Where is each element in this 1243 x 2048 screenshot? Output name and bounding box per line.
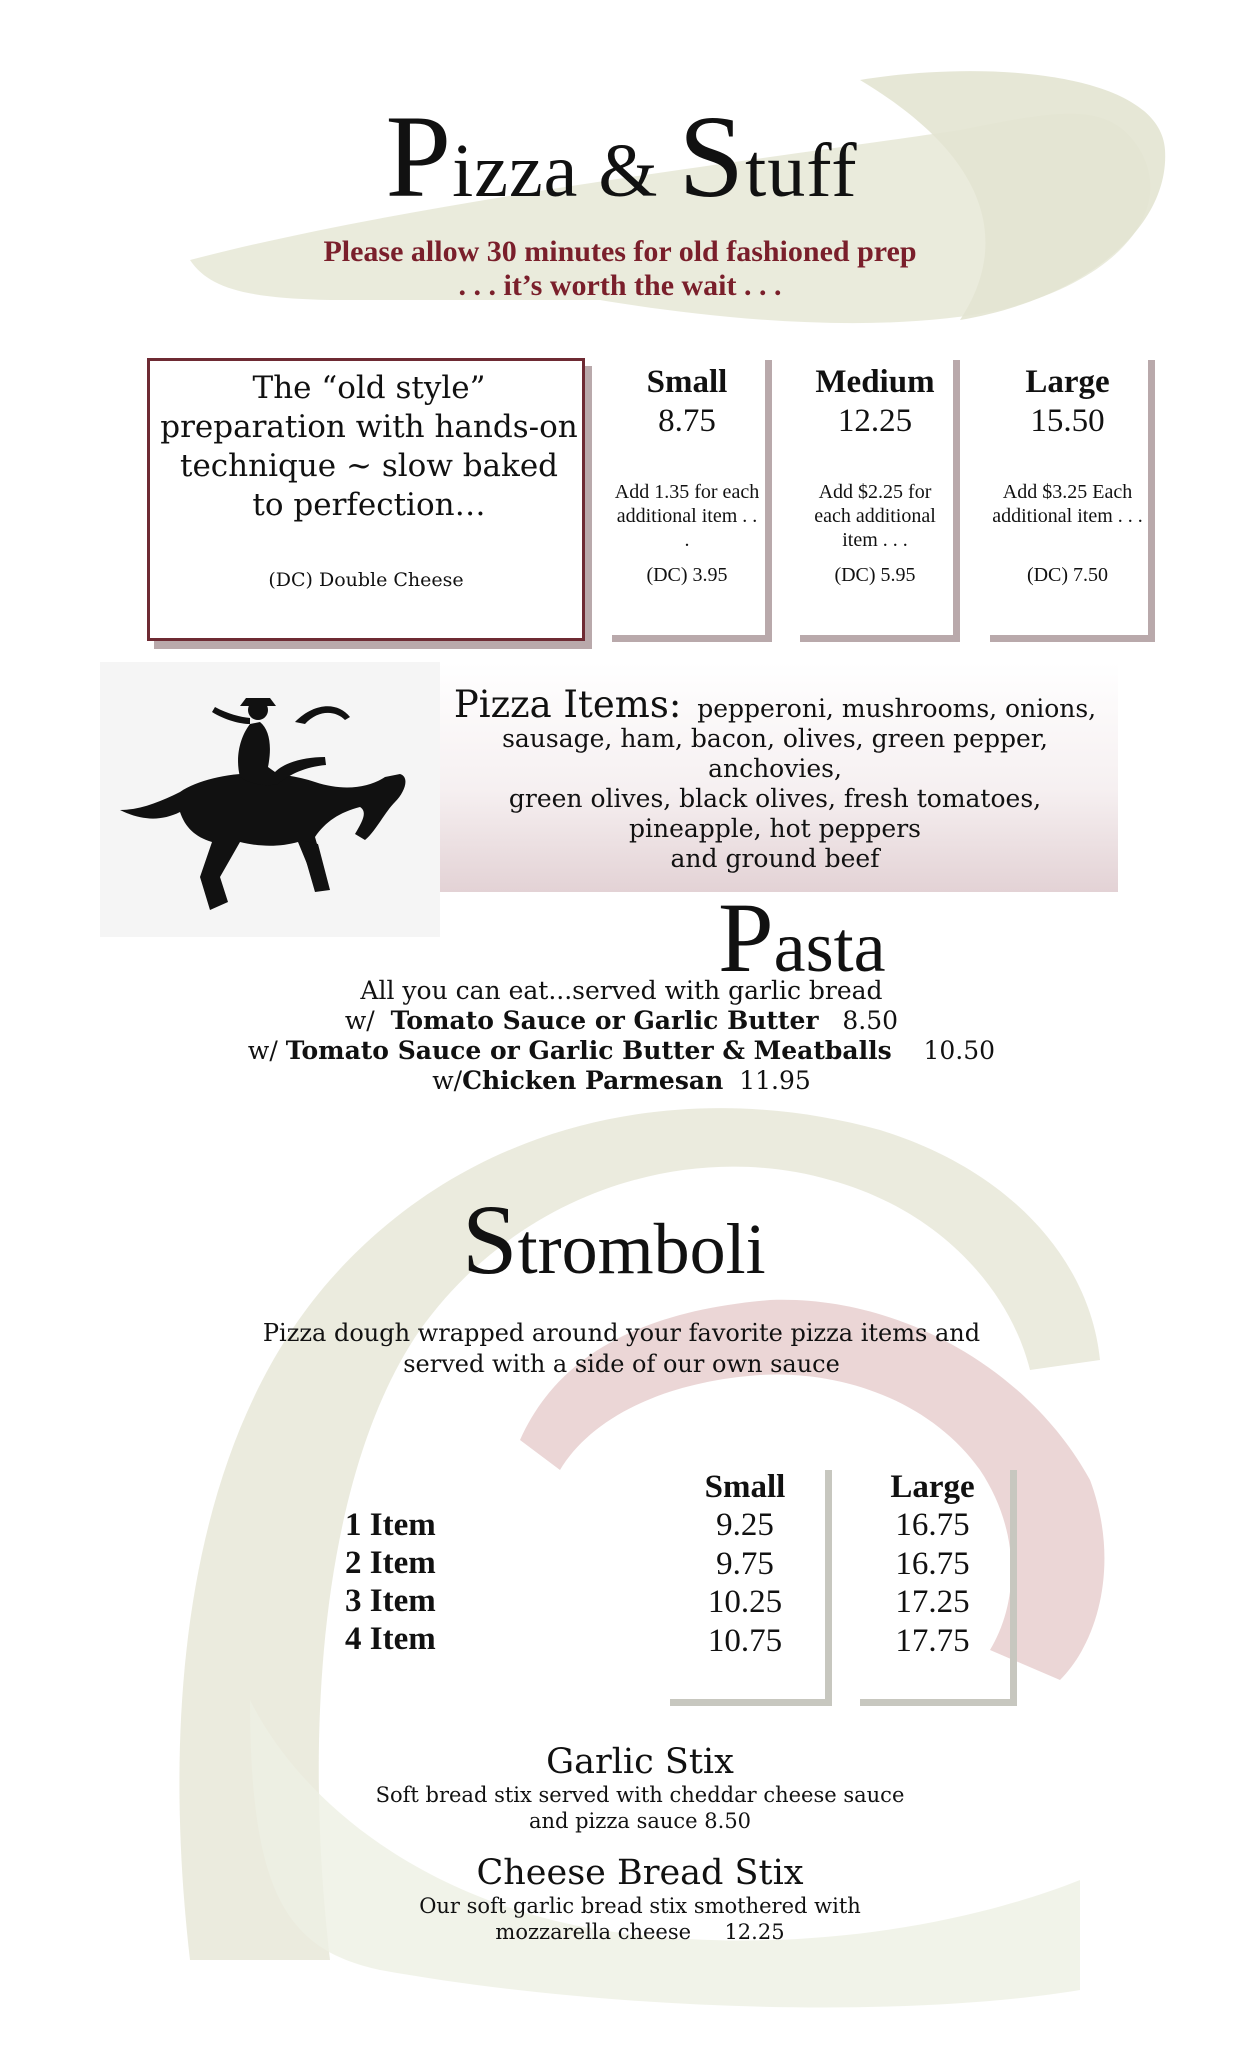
- stromboli-price: 17.75: [895, 1622, 970, 1659]
- rider-image-backdrop: [100, 662, 440, 937]
- garlic-stix-desc: Soft bread stix served with cheddar cheese sauce: [375, 1783, 905, 1807]
- desc-line: served with a side of our own sauce: [403, 1350, 840, 1378]
- items-line: pepperoni, mushrooms, onions,: [697, 694, 1097, 723]
- cheese-bread-stix-price: mozzarella cheese 12.25: [495, 1920, 785, 1944]
- pasta-block: [0, 976, 1243, 1096]
- size-name: Medium: [815, 364, 935, 400]
- stromboli-row-labels: [345, 1506, 545, 1658]
- pizza-intro-text: The “old style” preparation with hands-on technique ~ slow baked to perfection…: [160, 370, 578, 523]
- stromboli-price: 16.75: [895, 1507, 970, 1543]
- size-col-small: [612, 360, 772, 642]
- stromboli-price: 17.25: [895, 1584, 970, 1620]
- garlic-stix-title: Garlic Stix: [546, 1742, 734, 1782]
- items-line: and ground beef: [670, 844, 880, 873]
- size-add-note: Add 1.35 for each additional item . . .: [614, 481, 760, 551]
- size-col-medium: [800, 360, 960, 642]
- items-line: green olives, black olives, fresh tomatoes,: [508, 784, 1042, 813]
- size-dc-price: (DC) 7.50: [1026, 564, 1109, 586]
- stromboli-row-label: 4 Item: [345, 1621, 436, 1657]
- double-cheese-note: (DC) Double Cheese: [268, 569, 464, 591]
- small-col-frame-bottom: [670, 1699, 832, 1706]
- stromboli-price: 16.75: [895, 1545, 970, 1582]
- size-dc-price: (DC) 5.95: [834, 564, 916, 586]
- stromboli-price: 10.25: [707, 1584, 783, 1620]
- stromboli-large-prices: [860, 1506, 1005, 1660]
- stromboli-price: 9.75: [716, 1545, 774, 1582]
- size-price: 8.75: [658, 403, 716, 439]
- prep-notice: [220, 235, 1020, 303]
- garlic-stix-section: [0, 1742, 1243, 1834]
- size-name: Small: [646, 364, 728, 400]
- size-price: 15.50: [1030, 403, 1105, 439]
- pasta-option: w/ Tomato Sauce or Garlic Butter 8.50: [344, 1006, 899, 1035]
- prep-notice-line2: . . . it’s worth the wait . . .: [458, 269, 782, 302]
- stromboli-price: 10.75: [707, 1622, 783, 1659]
- pasta-intro: All you can eat...served with garlic bread: [360, 976, 883, 1005]
- items-line: pineapple, hot peppers: [628, 814, 922, 843]
- items-line: sausage, ham, bacon, olives, green pepper, anchovies,: [502, 724, 1048, 783]
- size-col-large: [990, 360, 1155, 642]
- stromboli-title: Stromboli: [462, 1184, 766, 1295]
- page-title: Pizza & Stuff: [385, 91, 858, 222]
- size-add-note: Add $2.25 for each additional item . . .: [814, 481, 936, 551]
- cheese-bread-stix-desc: Our soft garlic bread stix smothered with: [419, 1894, 861, 1918]
- pizza-items-heading: Pizza Items:: [453, 683, 682, 726]
- size-name: Large: [1025, 364, 1110, 400]
- large-col-frame-bottom: [860, 1699, 1017, 1706]
- pizza-items-list: [440, 683, 1110, 874]
- desc-line: Pizza dough wrapped around your favorite pizza items and: [262, 1319, 981, 1347]
- small-col-frame-right: [825, 1470, 832, 1705]
- stromboli-col-large: Large: [890, 1469, 975, 1505]
- size-add-note: Add $3.25 Each additional item . . .: [992, 481, 1143, 527]
- large-col-frame-right: [1010, 1470, 1017, 1705]
- size-price: 12.25: [837, 403, 913, 439]
- pasta-title: Pasta: [718, 882, 886, 993]
- stromboli-col-small: Small: [704, 1469, 786, 1505]
- stromboli-row-label: 3 Item: [345, 1583, 436, 1619]
- bucking-bronco-rider-icon: [100, 662, 440, 937]
- pasta-option: w/Chicken Parmesan 11.95: [432, 1066, 811, 1095]
- cheese-bread-stix-title: Cheese Bread Stix: [476, 1853, 804, 1893]
- pizza-intro-box: [147, 358, 585, 641]
- stromboli-small-prices: [670, 1506, 820, 1660]
- stromboli-price: 9.25: [716, 1507, 774, 1543]
- cheese-bread-stix-section: [0, 1853, 1243, 1945]
- size-dc-price: (DC) 3.95: [646, 564, 728, 586]
- stromboli-description: [0, 1318, 1243, 1380]
- stromboli-row-label: 2 Item: [345, 1545, 436, 1581]
- prep-notice-line1: Please allow 30 minutes for old fashioned prep: [323, 235, 917, 268]
- stromboli-row-label: 1 Item: [345, 1507, 436, 1543]
- garlic-stix-price: and pizza sauce 8.50: [528, 1809, 752, 1833]
- pasta-option: w/ Tomato Sauce or Garlic Butter & Meatballs 10.50: [247, 1036, 996, 1065]
